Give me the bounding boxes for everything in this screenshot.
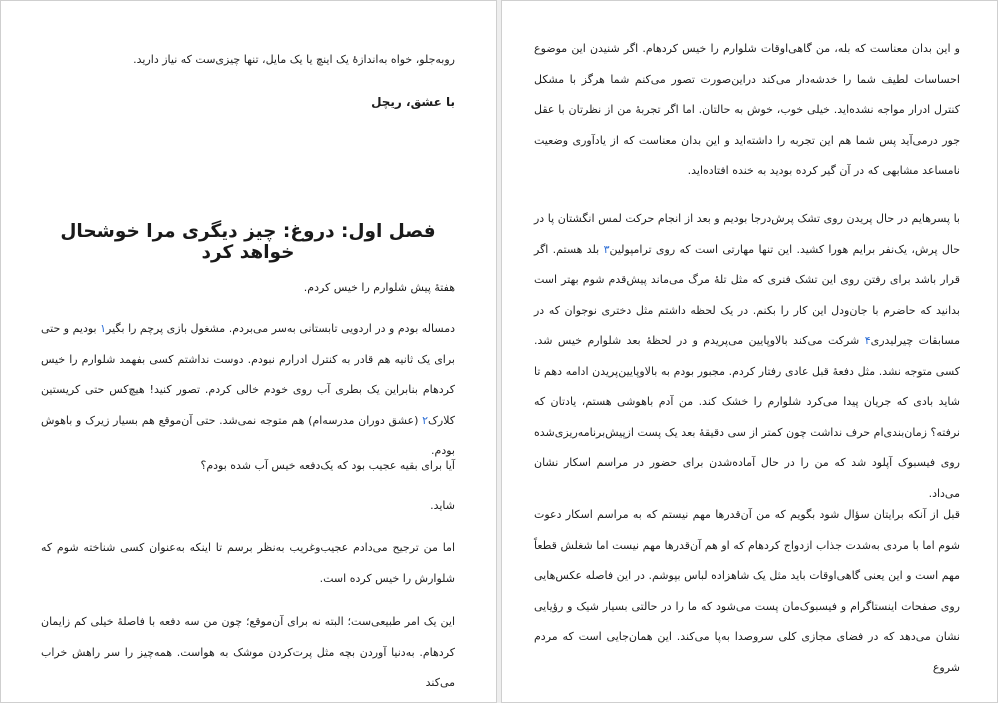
paragraph-text: بلد هستم. اگر قرار باشد برای رفتن روی این تشک فنری که مثل تلهٔ مرگ می‌ماند پیش‌قدم شوم بهتر است بدانید که حاضرم با جان‌ودل این کار را بکنم. در یک لحظه داشتم مثل دختری نوجوان که در مسابقات چیرلیدری <box>534 242 960 347</box>
paragraph-text: دمساله بودم و در اردویی تابستانی به‌سر می‌بردم. مشغول بازی پرچم را بگیر <box>106 322 455 335</box>
left-page <box>0 0 497 703</box>
footnote-marker[interactable]: ۱ <box>100 322 107 335</box>
paragraph-text: شرکت می‌کند بالاوپایین می‌پریدم و در لحظهٔ بعد شلوارم خیس شد. کسی متوجه نشد. مثل دفعهٔ قبل عادی رفتار کردم. مجبور بودم به بالاوپایین‌پریدن ادامه دهم تا شاید بادی که جریان پیدا می‌کرد شلوارم را خشک کند. من آدم باهوشی هستم، یادتان که نرفته؟ زمان‌بندی‌ام حرف نداشت چون کمتر از سی دقیقهٔ بعد یک پست ازپیش‌برنامه‌ریزی‌شده روی فیسبوک آپلود شد که من را در حال آماده‌شدن برای حضور در مراسم اسکار نشان می‌داد. <box>534 334 960 500</box>
paragraph-text: با پسرهایم در حال پریدن روی تشک پرش‌درجا بودیم و بعد از انجام حرکت لمس انگشتان پا در حال پرش، یک‌نفر برایم هورا کشید. این تنها مهارتی است که روی ترامپولین <box>534 212 960 256</box>
paragraph-text: بودیم و حتی برای یک ثانیه هم قادر به کنترل ادرارم نبودم. دوست نداشتم کسی بفهمد شلوارم را خیس کردهام بنابراین یک بطری آب روی خودم خالی کردم. تصور کنید! هیچ‌کس حتی کریستین کلارک <box>41 322 455 427</box>
footnote-marker[interactable]: ۴ <box>864 334 871 347</box>
paragraph: هفتهٔ پیش شلوارم را خیس کردم. <box>303 281 455 294</box>
chapter-title: فصل اول: دروغ: چیز دیگری مرا خوشحال خواهد کرد <box>60 221 436 263</box>
footnote-marker[interactable]: ۲ <box>422 413 429 427</box>
intro-line: روبه‌جلو، خواه به‌اندازهٔ یک اینچ یا یک مایل، تنها چیزی‌ست که نیاز دارید. <box>133 53 455 66</box>
paragraph: اما من ترجیح می‌دادم عجیب‌وغریب به‌نظر برسم تا اینکه به‌عنوان کسی شناخته شوم که شلوارش را خیس کرده است. <box>41 541 455 585</box>
paragraph <box>41 314 455 467</box>
paragraph <box>534 204 960 509</box>
paragraph: و این بدان معناست که بله، من گاهی‌اوقات شلوارم را خیس کردهام. اگر شنیدن این موضوع احساسات لطیف شما را خدشه‌دار می‌کند دراین‌صورت تصور می‌کنم شما هرگز با مشکل کنترل ادرار مواجه نشده‌اید. خیلی خوب، خوش به حالتان. اما اگر تجربهٔ من از نظرتان با عقل جور درمی‌آید پس شما هم این تجربه را داشته‌اید و این بدان معناست که از یادآوری وضعیت نامساعد مشابهی که در آن گیر کرده بودید به خنده افتاده‌اید. <box>534 42 960 177</box>
right-page-content <box>534 1 960 702</box>
paragraph: آیا برای بقیه عجیب بود که یک‌دفعه خیس آب شده بودم؟ <box>200 459 455 472</box>
right-page <box>501 0 998 703</box>
paragraph: این یک امر طبیعی‌ست؛ البته نه برای آن‌موقع؛ چون من سه دفعه با فاصلهٔ خیلی کم زایمان کردهام. به‌دنیا آوردن بچه مثل پرت‌کردن موشک به هواست. همه‌چیز را سر راهش خراب می‌کند <box>41 615 455 689</box>
left-page-content <box>41 1 455 702</box>
footnote-marker[interactable]: ۳ <box>603 242 610 256</box>
paragraph: شاید. <box>430 499 455 512</box>
paragraph: قبل از آنکه برایتان سؤال شود بگویم که من آن‌قدرها مهم نیستم که به مراسم اسکار دعوت شوم اما با مردی به‌شدت جذاب ازدواج کردهام که او هم آن‌قدرها مهم نیست اما شغلش قطعاً مهم است و این یعنی گاهی‌اوقات باید مثل یک شاهزاده لباس بپوشم. در این فاصله عکس‌هایی روی صفحات اینستاگرام و فیسبوک‌مان پست می‌شود که ما را در حالتی بسیار شیک و رؤیایی نشان می‌دهد که در فضای مجازی کلی سروصدا به‌پا می‌کند. این همان‌جایی است که مردم شروع <box>534 508 960 674</box>
signature: با عشق، ریچل <box>371 95 455 109</box>
paragraph-text: (عشق دوران مدرسه‌ام) هم متوجه نمی‌شد. حتی آن‌موقع هم بسیار زیرک و باهوش بودم. <box>41 413 455 457</box>
